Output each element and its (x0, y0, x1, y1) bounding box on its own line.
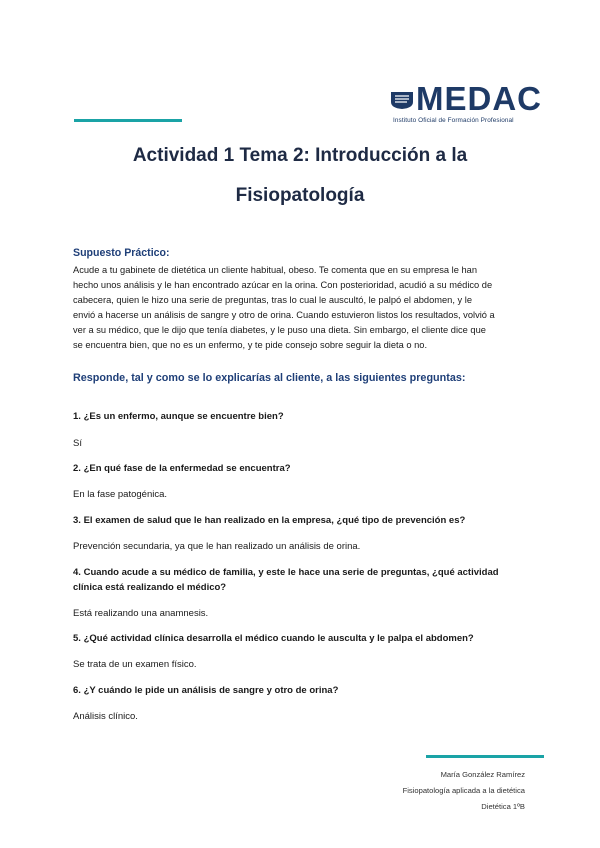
footer-course: Fisiopatología aplicada a la dietética (402, 786, 525, 795)
footer-author: María González Ramírez (440, 770, 525, 779)
footer-accent-rule (426, 755, 544, 758)
case-text-line: se encuentra bien, que no es un enfermo, y te pide consejo sobre seguir la dieta o no. (73, 340, 428, 350)
answer-6: Análisis clínico. (73, 711, 138, 722)
question-number: 1. (73, 411, 81, 422)
question-number: 2. (73, 463, 81, 474)
question-number: 4. (73, 567, 81, 578)
medac-logo (386, 80, 546, 130)
case-text-line: Acude a tu gabinete de dietética un cliente habitual, obeso. Te comenta que en su empresa le han (73, 265, 478, 275)
question-text: ¿Qué actividad clínica desarrolla el médico cuando le ausculta y le palpa el abdomen? (83, 633, 474, 644)
question-4 (73, 567, 499, 578)
question-number: 3. (73, 515, 81, 526)
case-text-line: ver a su médico, que le dijo que tenía diabetes, y le puso una dieta. Sin embargo, el cliente dice que (73, 325, 486, 335)
page-title-line-2: Fisiopatología (235, 185, 365, 206)
question-text: El examen de salud que le han realizado en la empresa, ¿qué tipo de prevención es? (83, 515, 466, 526)
answer-5: Se trata de un examen físico. (73, 659, 197, 670)
case-text-line: envió a hacerse un análisis de sangre y otro de orina. Cuando estuvieron listos los resultados, volvió a (73, 310, 495, 320)
question-number: 6. (73, 685, 81, 696)
instruction-heading: Responde, tal y como se lo explicarías al cliente, a las siguientes preguntas: (73, 372, 466, 384)
question-2 (73, 463, 291, 474)
logo-wordmark: MEDAC (416, 80, 542, 117)
page-title-line-1: Actividad 1 Tema 2: Introducción a la (132, 145, 468, 166)
question-5 (73, 633, 474, 644)
footer-group: Dietética 1ºB (481, 802, 525, 811)
medac-logo-icon (389, 88, 415, 110)
question-text: Cuando acude a su médico de familia, y este le hace una serie de preguntas, ¿qué actividad (83, 567, 499, 578)
question-text: ¿En qué fase de la enfermedad se encuentra? (83, 463, 291, 474)
question-text: ¿Y cuándo le pide un análisis de sangre y otro de orina? (83, 685, 339, 696)
question-6 (73, 685, 338, 696)
question-4-continued: clínica está realizando el médico? (73, 582, 227, 593)
header-accent-rule (74, 119, 182, 122)
question-number: 5. (73, 633, 81, 644)
logo-subtitle: Instituto Oficial de Formación Profesional (393, 117, 514, 124)
question-3 (73, 515, 465, 526)
answer-4: Está realizando una anamnesis. (73, 608, 209, 619)
question-1 (73, 411, 284, 422)
case-text-line: hecho unos análisis y le han encontrado azúcar en la orina. Con posterioridad, acudió a su médico de (73, 280, 493, 290)
case-text-line: cabecera, quien le hizo una serie de preguntas, tras lo cual le auscultó, le palpó el abdomen, y le (73, 295, 472, 305)
answer-2: En la fase patogénica. (73, 489, 168, 500)
answer-3: Prevención secundaria, ya que le han realizado un análisis de orina. (73, 541, 361, 552)
case-heading: Supuesto Práctico: (73, 247, 170, 259)
answer-1: Sí (73, 438, 82, 449)
question-text: ¿Es un enfermo, aunque se encuentre bien? (83, 411, 284, 422)
